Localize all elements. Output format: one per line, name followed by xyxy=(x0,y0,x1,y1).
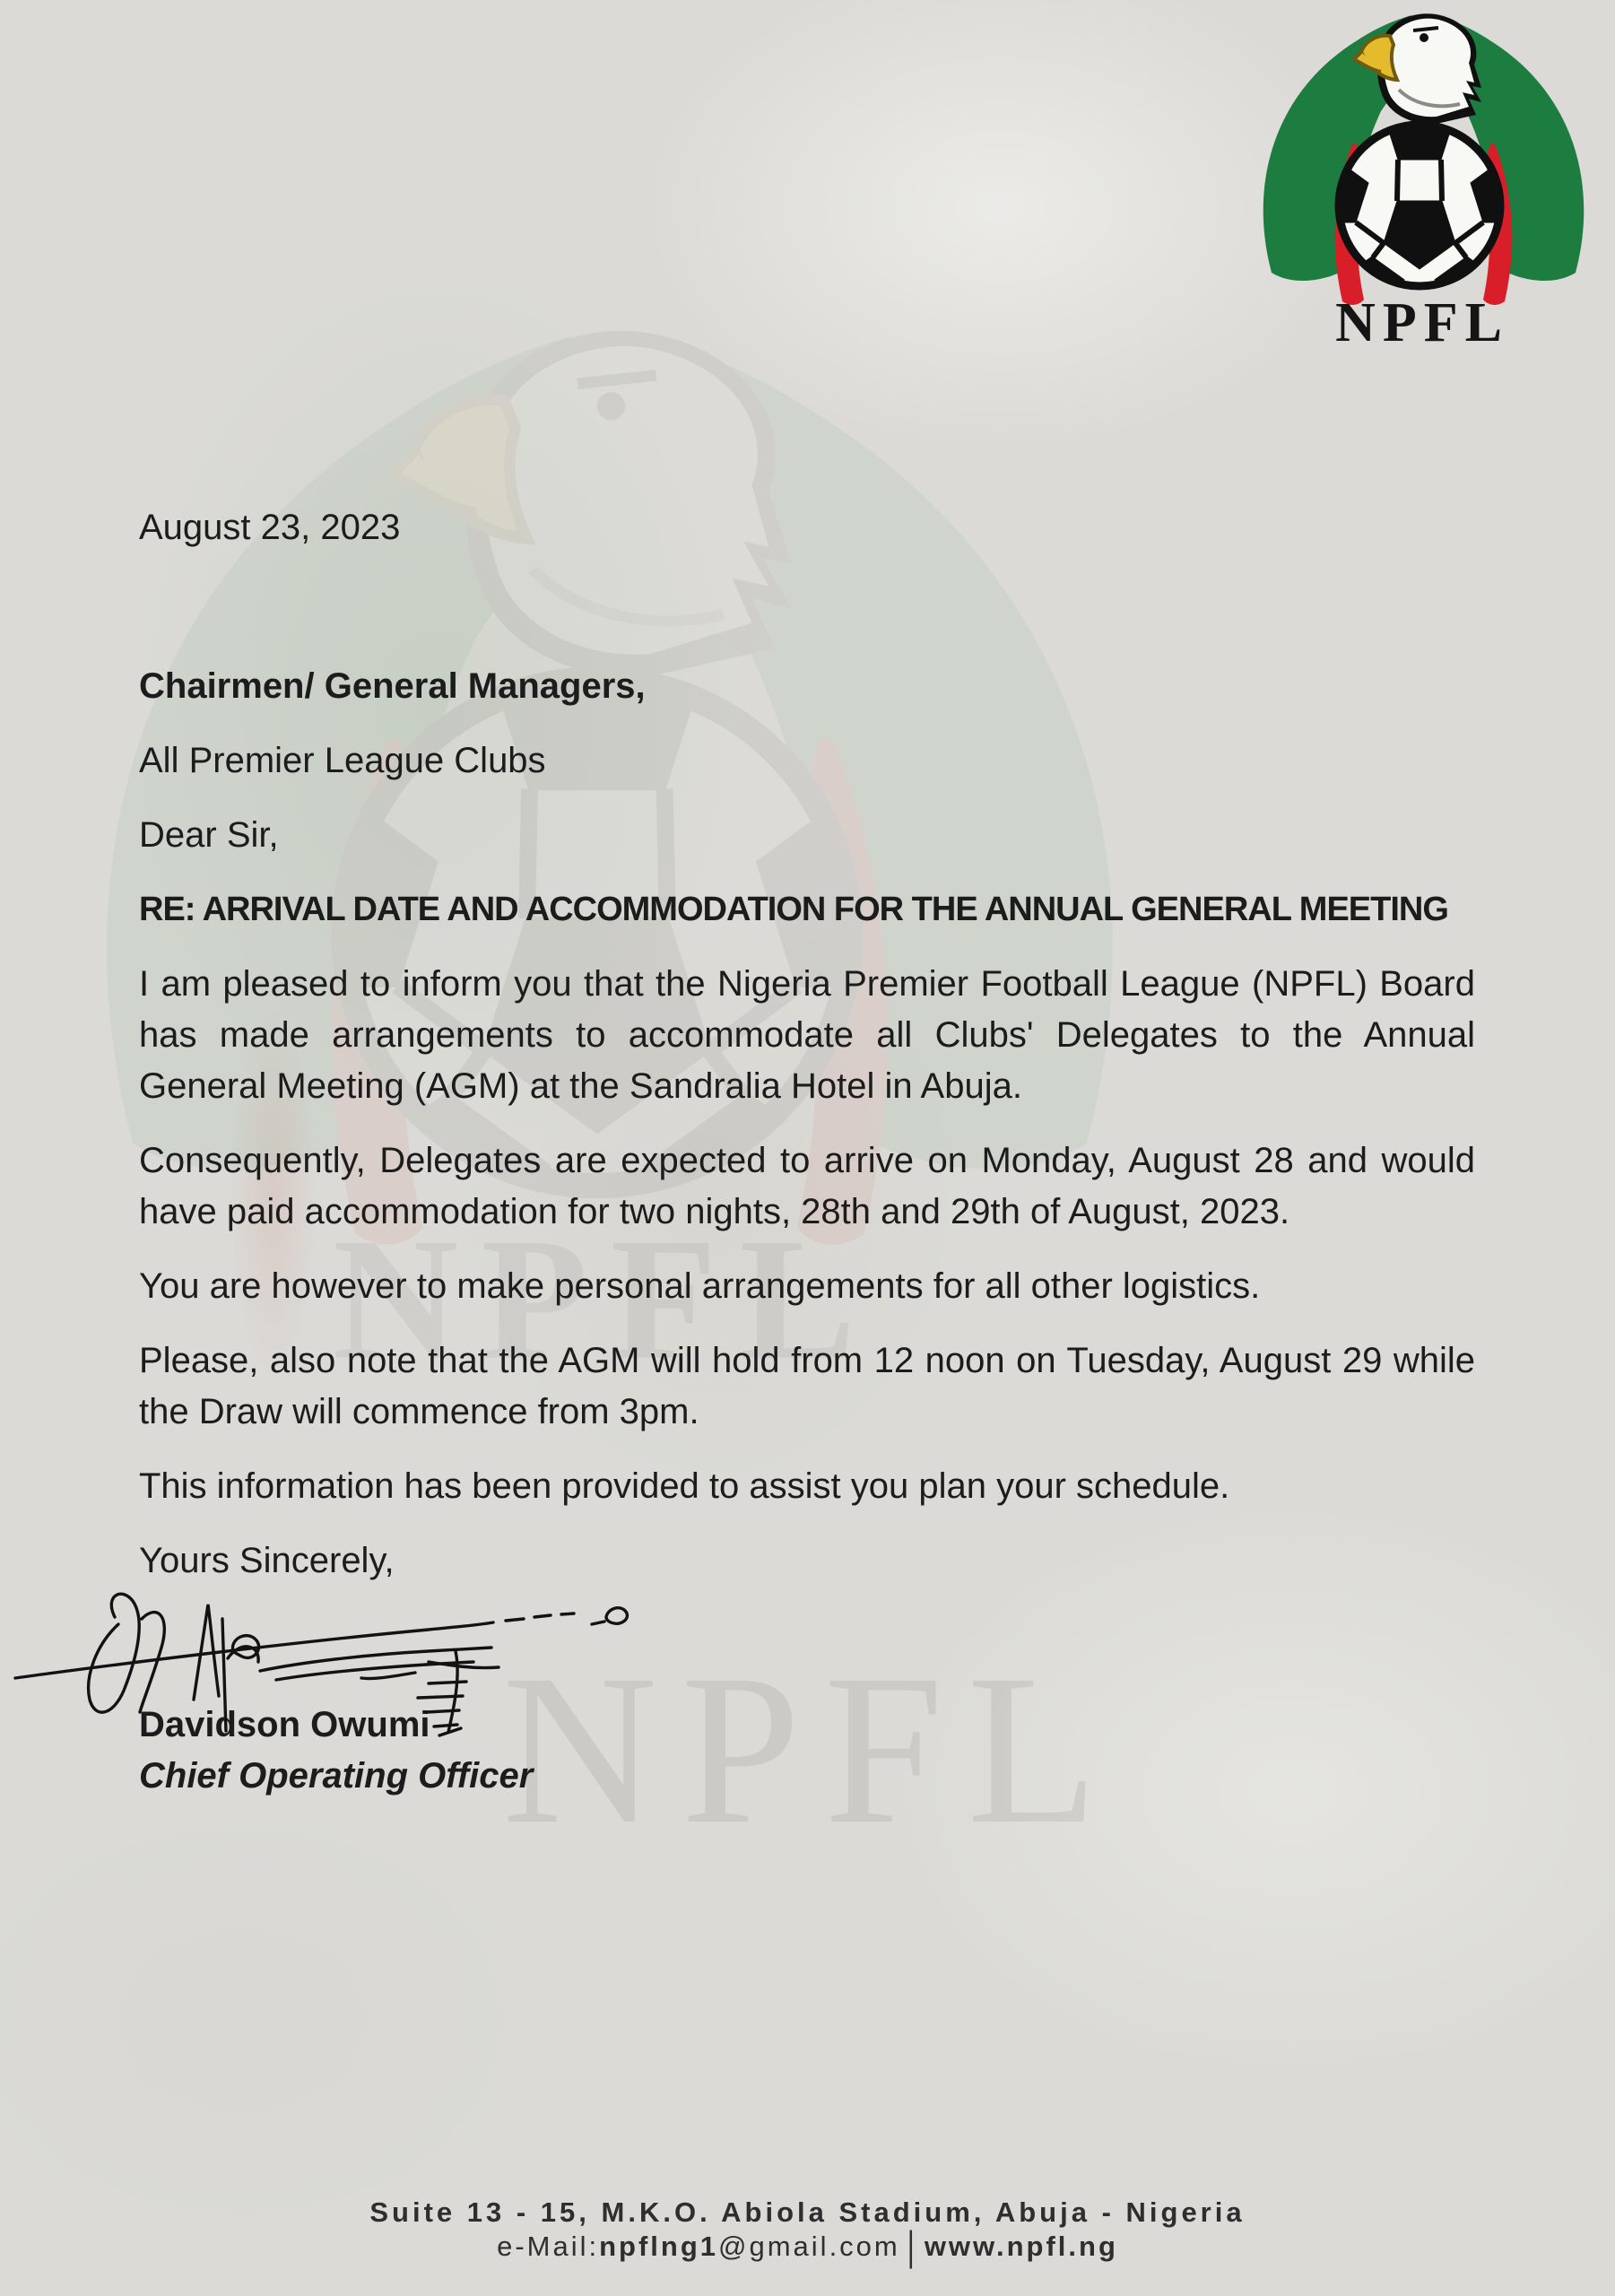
email-domain: @gmail.com xyxy=(718,2231,900,2262)
signatory-name: Davidson Owumi xyxy=(139,1705,430,1744)
paragraph-line: Consequently, Delegates are expected to arrive on Monday, August 28 and would xyxy=(139,1141,1475,1180)
paragraph-line: has made arrangements to accommodate all Clubs' Delegates to the Annual xyxy=(139,1015,1475,1055)
paragraph-line: I am pleased to inform you that the Nigeria Premier Football League (NPFL) Board xyxy=(139,964,1475,1004)
letter-date: August 23, 2023 xyxy=(139,508,401,547)
paragraph-line: This information has been provided to assist you plan your schedule. xyxy=(139,1466,1230,1506)
website-url: www.npfl.ng xyxy=(924,2231,1118,2262)
paragraph-2 xyxy=(139,1135,1475,1238)
paragraph-1 xyxy=(139,959,1475,1112)
footer-separator: | xyxy=(907,2222,917,2270)
recipient-line-2: All Premier League Clubs xyxy=(139,741,546,780)
recipient-line-1: Chairmen/ General Managers, xyxy=(139,666,646,706)
email-user: npflng1 xyxy=(599,2231,719,2262)
email-label: e-Mail: xyxy=(497,2231,600,2262)
npfl-crest-logo xyxy=(1246,5,1601,351)
npfl-text-watermark: NPFL xyxy=(502,1630,1122,1868)
letterhead-footer xyxy=(0,2196,1615,2270)
paragraph-4 xyxy=(139,1335,1475,1438)
paragraph-line: have paid accommodation for two nights, 28th and 29th of August, 2023. xyxy=(139,1192,1290,1231)
signatory-title: Chief Operating Officer xyxy=(139,1756,534,1796)
paragraph-line: You are however to make personal arrangements for all other logistics. xyxy=(139,1266,1261,1306)
subject-line: RE: ARRIVAL DATE AND ACCOMMODATION FOR THE ANNUAL GENERAL MEETING xyxy=(139,891,1448,928)
closing: Yours Sincerely, xyxy=(139,1541,395,1580)
paragraph-5 xyxy=(139,1461,1475,1512)
paragraph-line: Please, also note that the AGM will hold from 12 noon on Tuesday, August 29 while xyxy=(139,1341,1475,1380)
footer-address: Suite 13 - 15, M.K.O. Abiola Stadium, Abuja - Nigeria xyxy=(369,2196,1246,2228)
paragraph-line: the Draw will commence from 3pm. xyxy=(139,1392,699,1431)
footer-contact xyxy=(0,2222,1615,2270)
salutation: Dear Sir, xyxy=(139,815,279,855)
paragraph-3 xyxy=(139,1261,1475,1312)
signature-scribble xyxy=(7,1565,635,1744)
paragraph-line: General Meeting (AGM) at the Sandralia Hotel in Abuja. xyxy=(139,1066,1022,1106)
